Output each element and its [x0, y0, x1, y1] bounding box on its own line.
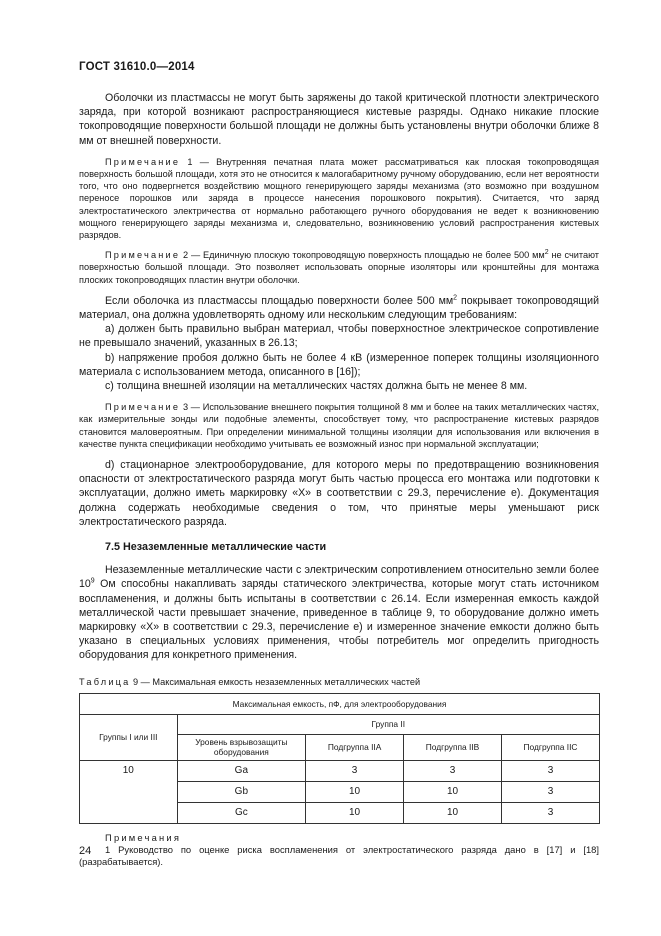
table-cell-level: Ga — [177, 760, 306, 781]
note-text: 3 — Использование внешнего покрытия толщиной 8 мм и более на таких металлических частях, как измерительные зонды или подобные элементы, способствует тому, что распространение кистевых разрядов становится маловероятным. При определении минимальной толщины изоляции для использования или включения в качестве пункта спецификации необходимо учитывать ее возможный износ при нормальной эксплуатации; — [79, 402, 599, 449]
table-cell-iia: 10 — [306, 802, 404, 823]
notes-item: 1 Руководство по оценке риска воспламенения от электростатического разряда дано в [17] и [18] (разрабатывается). — [79, 843, 599, 868]
note-text: не считают поверхностью большой площади. Это позволяет использовать опорные изоляторы или кронштейны для монтажа плоских токопроводящих пластин внутри оболочки. — [79, 250, 599, 285]
note-3 — [79, 401, 599, 450]
capacitance-table — [79, 693, 600, 824]
note-1 — [79, 156, 599, 241]
note-label: Примечание — [105, 156, 181, 167]
note-label: Примечание — [105, 250, 181, 261]
table-caption — [79, 677, 599, 687]
table-cell-iia: 3 — [306, 760, 404, 781]
list-item-d: d) стационарное электрооборудование, для которого меры по предотвращению возникновения опасности от электростатического разряда могут быть частью процесса его монтажа или подготовки к эксплуатации, должно иметь маркировку «X» в соответствии с 29.3, перечисление е). Документация должна содержать необходимые сведения о том, что принятые меры уменьшают риск электростатического разряда. — [79, 459, 599, 528]
note-2 — [79, 249, 599, 286]
column-header-iia: Подгруппа IIA — [306, 734, 404, 760]
text: покрывает токопроводящий материал, она должна удовлетворять одному или нескольким следующим требованиям: — [79, 294, 599, 322]
table-row — [80, 760, 600, 781]
paragraph-requirements-intro — [79, 294, 599, 322]
list-item-a: а) должен быть правильно выбран материал, чтобы поверхностное электрическое сопротивление не превышало значений, указанных в 26.13; — [79, 323, 599, 350]
table-cell-group1: 10 — [80, 760, 178, 823]
superscript: 2 — [544, 249, 549, 257]
note-text: 1 — Внутренняя печатная плата может рассматриваться как плоская токопроводящая поверхность большой площади, хотя это не относится к малогабаритному ручному оборудованию, если нет вероятности того, что оно подвергнется воздействию мощного генерирующего заряды механизма (это возможно при воздушном переносе порошков или заряда в процессе нанесения порошкового покрытия). Считается, что заряд электростатического электричества от нормально работающего ручного оборудования не ведет к возникновению мощного генерирующего заряды механизма и, следовательно, возникновению условий распространения кистевых разрядов. — [79, 156, 599, 241]
page-number: 24 — [79, 845, 92, 857]
list-item-b: b) напряжение пробоя должно быть не более 4 кВ (измеренное поперек толщины изоляционного материала с использованием метода, описанного в [16]); — [79, 351, 599, 378]
section-heading: 7.5 Незаземленные металлические части — [105, 541, 327, 554]
table-cell-iic: 3 — [502, 781, 600, 802]
column-header-group2: Группа II — [177, 714, 599, 734]
table-cell-iic: 3 — [502, 802, 600, 823]
column-header-iic: Подгруппа IIC — [502, 734, 600, 760]
text: Ом способны накапливать заряды статического электричества, которые могут стать источником воспламенения, и должны быть испытаны в соответствии с 26.14. Если измеренная емкость каждой металлической части превышает значение, приведенное в таблице 9, то оборудование должно иметь маркировку «X» в соответствии с 29.3, перечисление е) и измеренное значение емкости должно быть указано в специальных условиях применения, чтобы потребитель мог определить пригодность оборудования для конкретного применения. — [79, 578, 599, 662]
table-notes — [79, 832, 599, 869]
column-header-group1: Группы I или III — [80, 714, 178, 760]
document-header: ГОСТ 31610.0—2014 — [79, 61, 195, 73]
table-header-main: Максимальная емкость, пФ, для электрооборудования — [80, 693, 600, 714]
notes-title: Примечания — [105, 831, 182, 843]
table-caption-label: Таблица — [79, 676, 131, 687]
table-header-row — [80, 714, 600, 734]
paragraph-plastic-enclosures: Оболочки из пластмассы не могут быть заряжены до такой критической плотности электрического заряда, при которой возникают распространяющиеся кистевые разряды. Однако никакие плоские токопроводящие поверхности большой площади не должны быть установлены внутри оболочки ближе 8 мм от внешней поверхности. — [79, 92, 599, 147]
superscript: 2 — [453, 294, 458, 302]
column-header-iib: Подгруппа IIB — [404, 734, 502, 760]
superscript: 9 — [90, 577, 95, 585]
table-cell-iib: 10 — [404, 781, 502, 802]
table-cell-level: Gc — [177, 802, 306, 823]
note-label: Примечание — [105, 402, 181, 413]
text: Если оболочка из пластмассы площадью поверхности более 500 мм — [105, 294, 454, 307]
page-content — [79, 91, 599, 869]
paragraph-ungrounded-parts — [79, 563, 599, 662]
table-cell-iib: 3 — [404, 760, 502, 781]
note-text: 2 — Единичную плоскую токопроводящую поверхность площадью не более 500 мм — [183, 250, 545, 261]
list-item-c: с) толщина внешней изоляции на металлических частях должна быть не менее 8 мм. — [105, 380, 528, 393]
table-cell-level: Gb — [177, 781, 306, 802]
text: Незаземленные металлические части с электрическим сопротивлением относительно земли более 10 — [79, 564, 599, 591]
column-header-level: Уровень взрывозащиты оборудования — [177, 734, 306, 760]
table-caption-text: 9 — Максимальная емкость незаземленных металлических частей — [133, 676, 421, 687]
table-cell-iia: 10 — [306, 781, 404, 802]
table-header-row — [80, 693, 600, 714]
table-cell-iib: 10 — [404, 802, 502, 823]
table-cell-iic: 3 — [502, 760, 600, 781]
